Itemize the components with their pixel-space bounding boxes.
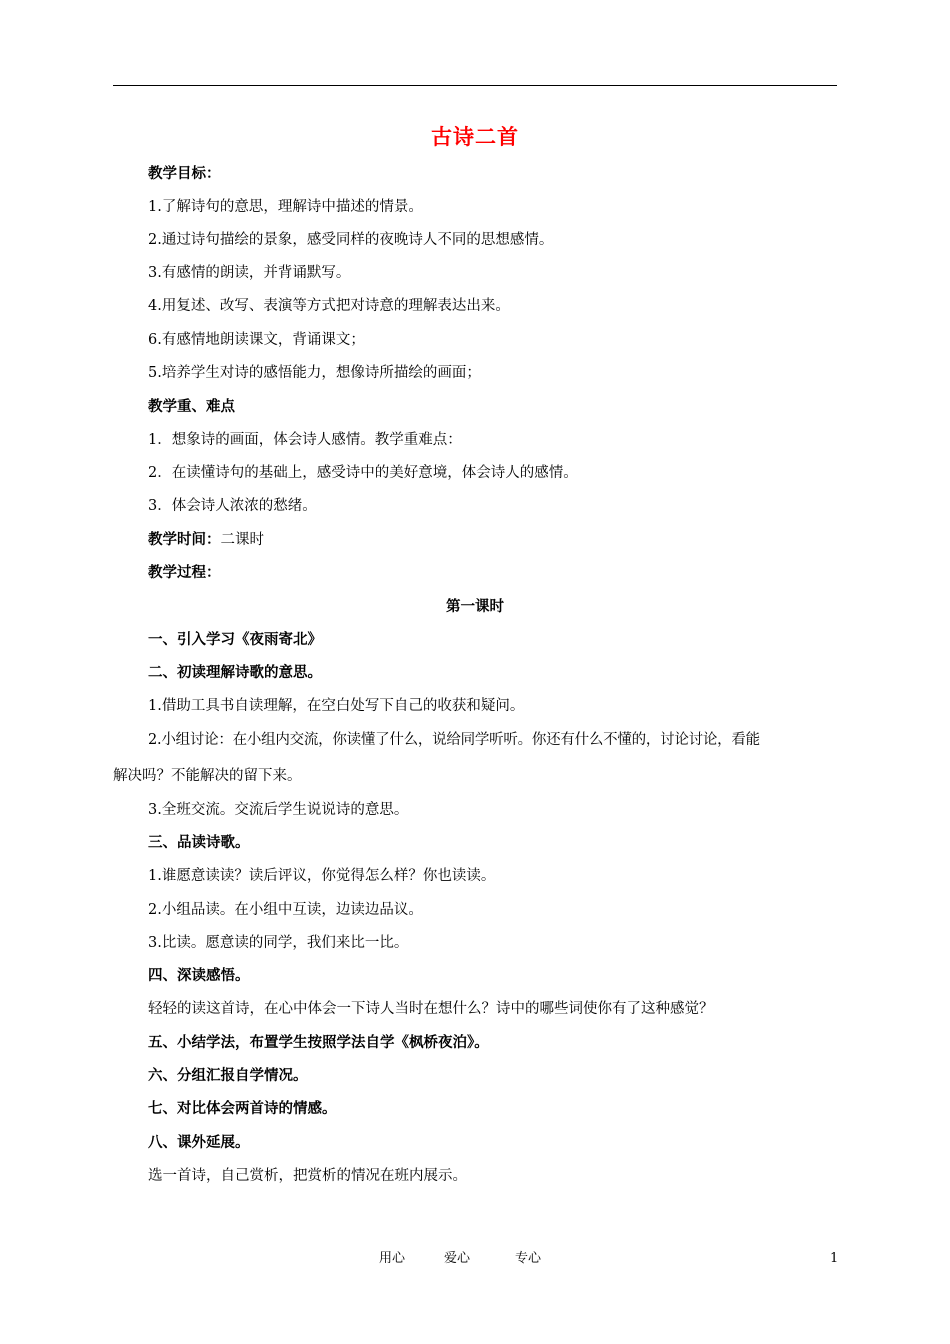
objective-item: 4.用复述、改写、表演等方式把对诗意的理解表达出来。	[148, 298, 510, 314]
section-item: 3.比读。愿意读的同学，我们来比一比。	[148, 935, 409, 951]
teaching-time-label: 教学时间：	[148, 531, 221, 548]
section-heading: 三、品读诗歌。	[148, 834, 250, 851]
teaching-time-value: 二课时	[220, 532, 264, 548]
section-item: 1.借助工具书自读理解，在空白处写下自己的收获和疑问。	[148, 698, 525, 714]
objective-item: 3.有感情的朗读，并背诵默写。	[148, 265, 351, 281]
page-number: 1	[830, 1251, 839, 1266]
section-item: 3.全班交流。交流后学生说说诗的意思。	[148, 802, 409, 818]
lesson-title: 第一课时	[446, 598, 504, 615]
objective-item: 5.培养学生对诗的感悟能力，想像诗所描绘的画面；	[148, 365, 481, 381]
section-heading: 六、分组汇报自学情况。	[148, 1067, 308, 1084]
section-heading: 五、小结学法，布置学生按照学法自学《枫桥夜泊》。	[148, 1034, 489, 1051]
section-item: 1.谁愿意读读？读后评议，你觉得怎么样？你也读读。	[148, 868, 496, 884]
footer-motto: 专心	[515, 1251, 542, 1266]
objective-item: 6.有感情地朗读课文，背诵课文；	[148, 332, 365, 348]
section-item: 2.小组讨论：在小组内交流，你读懂了什么，说给同学听听。你还有什么不懂的，讨论讨论，看能	[148, 732, 760, 748]
key-points-heading: 教学重、难点	[148, 398, 235, 415]
section-text: 轻轻的读这首诗，在心中体会一下诗人当时在想什么？诗中的哪些词使你有了这种感觉？	[148, 1001, 714, 1017]
footer-motto: 用心	[379, 1251, 406, 1266]
objective-item: 1.了解诗句的意思，理解诗中描述的情景。	[148, 199, 423, 215]
key-point-item: 2．在读懂诗句的基础上，感受诗中的美好意境，体会诗人的感情。	[148, 465, 578, 481]
section-heading: 八、课外延展。	[148, 1134, 250, 1151]
section-text: 选一首诗，自己赏析，把赏析的情况在班内展示。	[148, 1168, 467, 1184]
document-title: 古诗二首	[431, 124, 519, 149]
footer-motto: 爱心	[444, 1251, 471, 1266]
section-heading: 一、引入学习《夜雨寄北》	[148, 631, 322, 648]
section-item: 2.小组品读。在小组中互读，边读边品议。	[148, 902, 423, 918]
header-rule	[113, 85, 837, 86]
section-heading: 四、深读感悟。	[148, 967, 250, 984]
key-point-item: 1．想象诗的画面，体会诗人感情。教学重难点：	[148, 432, 462, 448]
objective-item: 2.通过诗句描绘的景象，感受同样的夜晚诗人不同的思想感情。	[148, 232, 554, 248]
objectives-heading: 教学目标：	[148, 165, 221, 182]
process-heading: 教学过程：	[148, 564, 221, 581]
key-point-item: 3．体会诗人浓浓的愁绪。	[148, 498, 317, 514]
section-heading: 二、初读理解诗歌的意思。	[148, 664, 322, 681]
teaching-time	[148, 530, 264, 550]
section-heading: 七、对比体会两首诗的情感。	[148, 1100, 337, 1117]
section-item-continued: 解决吗？不能解决的留下来。	[113, 768, 302, 784]
